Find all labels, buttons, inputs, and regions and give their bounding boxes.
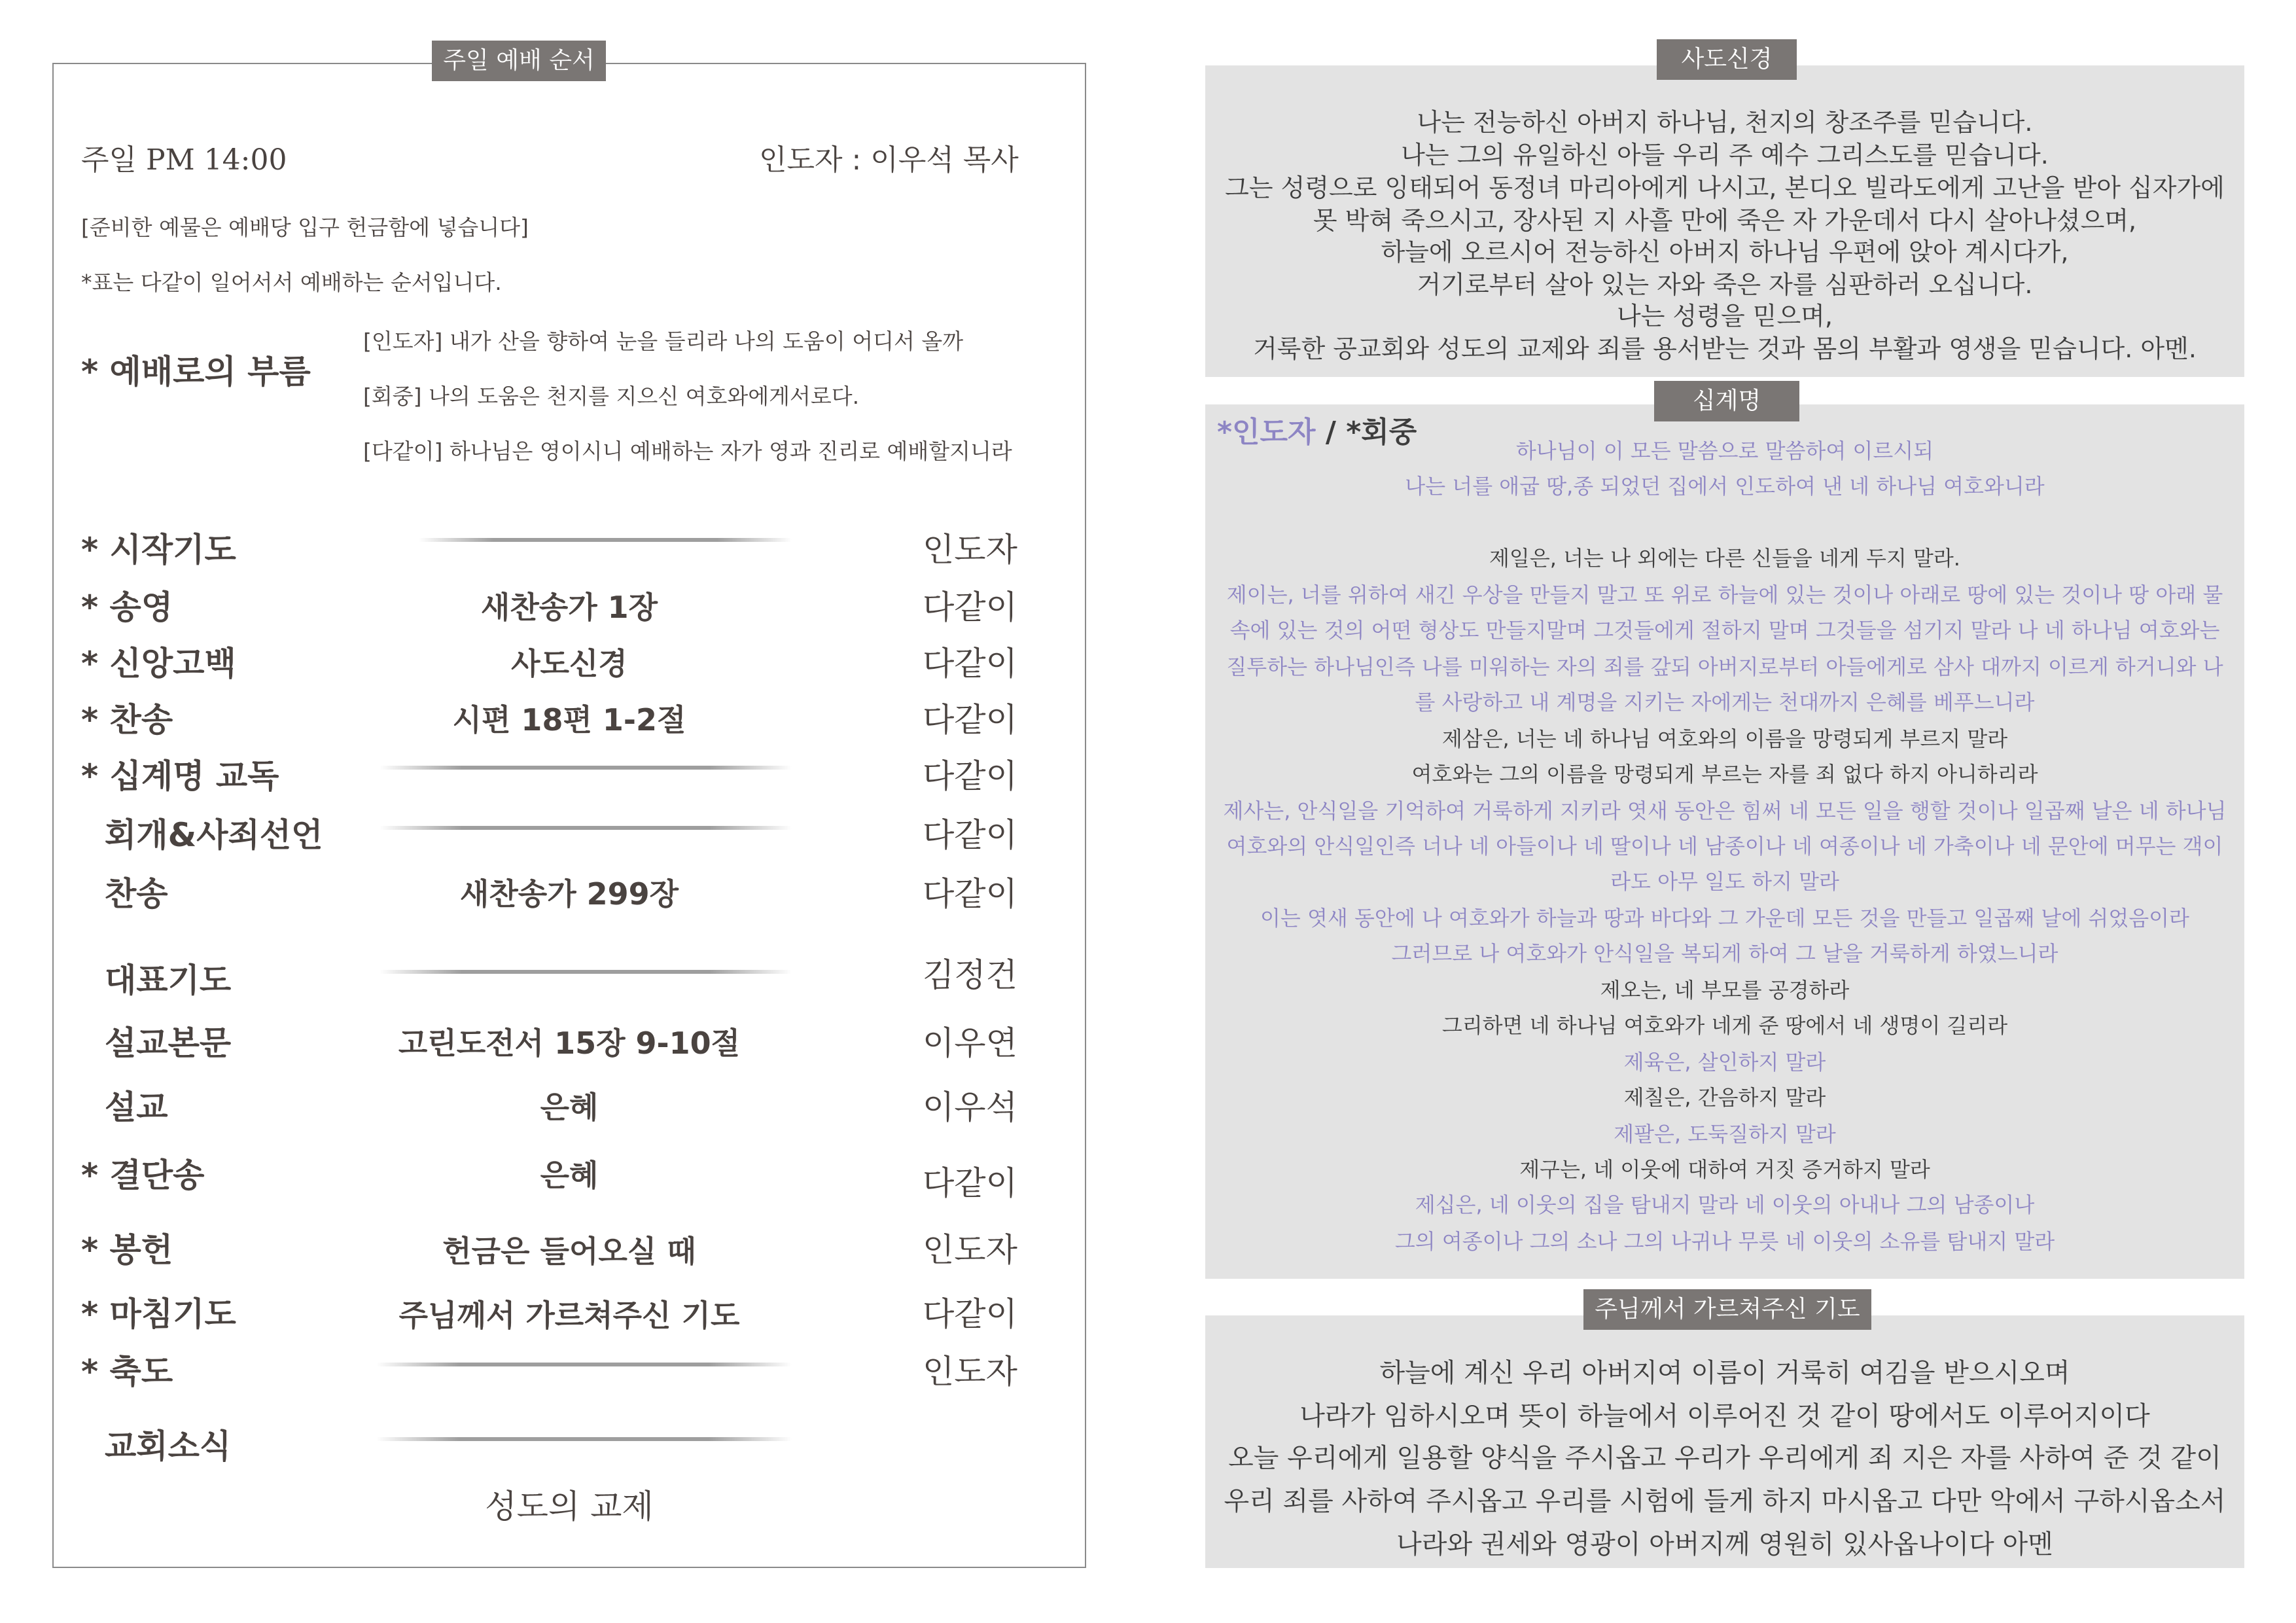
order-item-content: 사도신경 <box>511 646 627 681</box>
creed-tab: 사도신경 <box>1657 39 1797 80</box>
order-item-content: 시편 18편 1-2절 <box>452 702 686 738</box>
creed-panel <box>1205 65 2244 377</box>
order-item-leader: 다같이 <box>923 588 1017 626</box>
legend-leader: *인도자 <box>1217 416 1316 449</box>
order-item-content: 새찬송가 1장 <box>480 590 658 625</box>
order-item-label: * 축도 <box>81 1353 173 1391</box>
service-time: 주일 PM 14:00 <box>81 143 287 177</box>
commandment-line: 를 사랑하고 내 계명을 지키는 자에게는 천대까지 은혜를 베푸느니라 <box>1415 690 2035 715</box>
commandment-line: 나는 너를 애굽 땅,종 되었던 집에서 인도하여 낸 네 하나님 여호와니라 <box>1405 474 2045 499</box>
commandment-line: 질투하는 하나님인즉 나를 미워하는 자의 죄를 갚되 아버지로부터 아들에게로 삼사 대까지 이르게 하거니와 나 <box>1226 654 2223 679</box>
commandment-line: 여호와는 그의 이름을 망령되게 부르는 자를 죄 없다 하지 아니하리라 <box>1411 762 2038 787</box>
commandment-line: 라도 아무 일도 하지 말라 <box>1610 869 1839 894</box>
commandment-line: 이는 엿새 동안에 나 여호와가 하늘과 땅과 바다와 그 가운데 모든 것을 만들고 일곱째 날에 쉬었음이라 <box>1260 906 2189 931</box>
fellowship-footer: 성도의 교제 <box>485 1488 654 1525</box>
commandment-line: 제육은, 살인하지 말라 <box>1623 1050 1826 1075</box>
order-item-leader-line <box>376 1363 792 1366</box>
legend-congregation: *회중 <box>1346 416 1417 449</box>
order-item-leader: 이우석 <box>923 1088 1017 1126</box>
order-item-leader: 다같이 <box>923 701 1017 739</box>
commandment-line: 제이는, 너를 위하여 새긴 우상을 만들지 말고 또 위로 하늘에 있는 것이나 아래로 땅에 있는 것이나 땅 아래 물 <box>1226 582 2223 607</box>
worship-order-tab: 주일 예배 순서 <box>432 41 606 81</box>
creed-line: 나는 그의 유일하신 아들 우리 주 예수 그리스도를 믿습니다. <box>1401 141 2049 169</box>
commandment-line: 여호와의 안식일인즉 너나 네 아들이나 네 딸이나 네 남종이나 네 여종이나 네 가축이나 네 문안에 머무는 객이 <box>1226 834 2223 859</box>
order-item-leader-line <box>380 766 792 770</box>
order-item-content: 헌금은 들어오실 때 <box>442 1234 696 1269</box>
commandments-panel <box>1205 404 2244 1279</box>
order-item-label: * 봉헌 <box>81 1231 173 1269</box>
order-item-leader: 다같이 <box>923 645 1017 683</box>
order-item-leader-line <box>419 538 792 542</box>
order-item-label: 교회소식 <box>105 1427 232 1465</box>
call-line-leader: [인도자] 내가 산을 향하여 눈을 들리라 나의 도움이 어디서 올까 <box>363 329 964 354</box>
creed-line: 나는 전능하신 아버지 하나님, 천지의 창조주를 믿습니다. <box>1417 108 2033 137</box>
order-item-content: 고린도전서 15장 9-10절 <box>398 1026 741 1061</box>
creed-line: 거기로부터 살아 있는 자와 죽은 자를 심판하러 오십니다. <box>1417 270 2033 299</box>
order-item-label: 설교본문 <box>105 1024 232 1062</box>
order-item-label: * 마침기도 <box>81 1295 236 1333</box>
order-item-leader-line <box>376 1437 792 1441</box>
order-item-leader-line <box>380 970 792 974</box>
commandment-line: 제십은, 네 이웃의 집을 탐내지 말라 네 이웃의 아내나 그의 남종이나 <box>1415 1192 2035 1217</box>
order-item-label: * 십계명 교독 <box>81 757 279 795</box>
call-line-together: [다같이] 하나님은 영이시니 예배하는 자가 영과 진리로 예배할지니라 <box>363 438 1012 464</box>
prayer-line: 하늘에 계신 우리 아버지여 이름이 거룩히 여김을 받으시오며 <box>1379 1358 2070 1388</box>
order-item-leader: 다같이 <box>923 875 1017 913</box>
standing-note: *표는 다같이 일어서서 예배하는 순서입니다. <box>81 270 502 295</box>
call-to-worship-label: * 예배로의 부름 <box>81 353 311 391</box>
order-item-leader-line <box>380 826 792 830</box>
order-item-leader: 인도자 <box>923 1231 1017 1269</box>
commandment-line: 그리하면 네 하나님 여호와가 네게 준 땅에서 네 생명이 길리라 <box>1441 1013 2008 1038</box>
service-leader: 인도자 : 이우석 목사 <box>759 143 1019 177</box>
order-item-leader: 다같이 <box>923 757 1017 795</box>
creed-line: 못 박혀 죽으시고, 장사된 지 사흘 만에 죽은 자 가운데서 다시 살아나셨으며, <box>1313 206 2137 235</box>
order-item-content: 새찬송가 299장 <box>459 876 679 912</box>
prayer-line: 우리 죄를 사하여 주시옵고 우리를 시험에 들게 하지 마시옵고 다만 악에서 구하시옵소서 <box>1224 1486 2226 1516</box>
offering-note: [준비한 예물은 예배당 입구 헌금함에 넣습니다] <box>81 215 529 240</box>
order-item-label: * 신앙고백 <box>81 645 236 683</box>
order-item-label: 찬송 <box>105 875 168 913</box>
commandment-line: 제팔은, 도둑질하지 말라 <box>1614 1122 1836 1147</box>
order-item-leader: 이우연 <box>923 1024 1017 1062</box>
order-item-label: * 결단송 <box>81 1156 205 1194</box>
commandment-line: 하나님이 이 모든 말씀으로 말씀하여 이르시되 <box>1515 438 1934 463</box>
commandment-line: 제오는, 네 부모를 공경하라 <box>1600 978 1850 1003</box>
creed-line: 하늘에 오르시어 전능하신 아버지 하나님 우편에 앉아 계시다가, <box>1381 238 2069 266</box>
commandment-line: 속에 있는 것의 어떤 형상도 만들지말며 그것들에게 절하지 말며 그것들을 섬기지 말라 나 네 하나님 여호와는 <box>1229 618 2220 643</box>
order-item-leader: 인도자 <box>923 531 1017 569</box>
commandment-line: 제칠은, 간음하지 말라 <box>1623 1085 1826 1110</box>
creed-line: 거룩한 공교회와 성도의 교제와 죄를 용서받는 것과 몸의 부활과 영생을 믿습니다. 아멘. <box>1253 334 2197 363</box>
order-item-label: 대표기도 <box>105 961 232 999</box>
commandment-line: 그러므로 나 여호와가 안식일을 복되게 하여 그 날을 거룩하게 하였느니라 <box>1391 941 2058 966</box>
order-item-content: 주님께서 가르쳐주신 기도 <box>398 1298 740 1333</box>
call-line-congregation: [회중] 나의 도움은 천지를 지으신 여호와에게서로다. <box>363 383 860 409</box>
order-item-content: 은혜 <box>540 1158 599 1193</box>
order-item-label: 설교 <box>105 1088 168 1126</box>
prayer-line: 오늘 우리에게 일용할 양식을 주시옵고 우리가 우리에게 죄 지은 자를 사하여 준 것 같이 <box>1228 1443 2221 1473</box>
commandment-line: 제삼은, 너는 네 하나님 여호와의 이름을 망령되게 부르지 말라 <box>1441 726 2008 751</box>
creed-line: 그는 성령으로 잉태되어 동정녀 마리아에게 나시고, 본디오 빌라도에게 고난을 받아 십자가에 <box>1225 173 2225 202</box>
order-item-leader: 다같이 <box>923 816 1017 854</box>
commandment-line: 제사는, 안식일을 기억하여 거룩하게 지키라 엿새 동안은 힘써 네 모든 일을 행할 것이나 일곱째 날은 네 하나님 <box>1223 798 2227 823</box>
commandment-line: 제일은, 너는 나 외에는 다른 신들을 네게 두지 말라. <box>1489 546 1960 571</box>
order-item-content: 은혜 <box>540 1090 599 1125</box>
order-item-leader: 김정건 <box>923 956 1017 994</box>
commandment-line: 그의 여종이나 그의 소나 그의 나귀나 무릇 네 이웃의 소유를 탐내지 말라 <box>1394 1229 2055 1254</box>
prayer-line: 나라가 임하시오며 뜻이 하늘에서 이루어진 것 같이 땅에서도 이루어지이다 <box>1299 1401 2150 1431</box>
commandment-line: 제구는, 네 이웃에 대하여 거짓 증거하지 말라 <box>1519 1157 1930 1182</box>
commandments-tab: 십계명 <box>1654 381 1799 421</box>
order-item-leader: 인도자 <box>923 1353 1017 1391</box>
order-item-label: * 시작기도 <box>81 531 236 569</box>
legend-separator: / <box>1315 416 1347 449</box>
order-item-label: * 찬송 <box>81 701 173 739</box>
prayer-line: 나라와 권세와 영광이 아버지께 영원히 있사옵나이다 아멘 <box>1396 1529 2053 1560</box>
order-item-leader: 다같이 <box>923 1295 1017 1333</box>
lords-prayer-panel <box>1205 1315 2244 1568</box>
order-item-label: 회개&사죄선언 <box>105 816 323 854</box>
order-item-label: * 송영 <box>81 588 173 626</box>
lords-prayer-tab: 주님께서 가르쳐주신 기도 <box>1583 1289 1871 1330</box>
creed-line: 나는 성령을 믿으며, <box>1617 302 1833 330</box>
order-item-leader: 다같이 <box>923 1164 1017 1202</box>
